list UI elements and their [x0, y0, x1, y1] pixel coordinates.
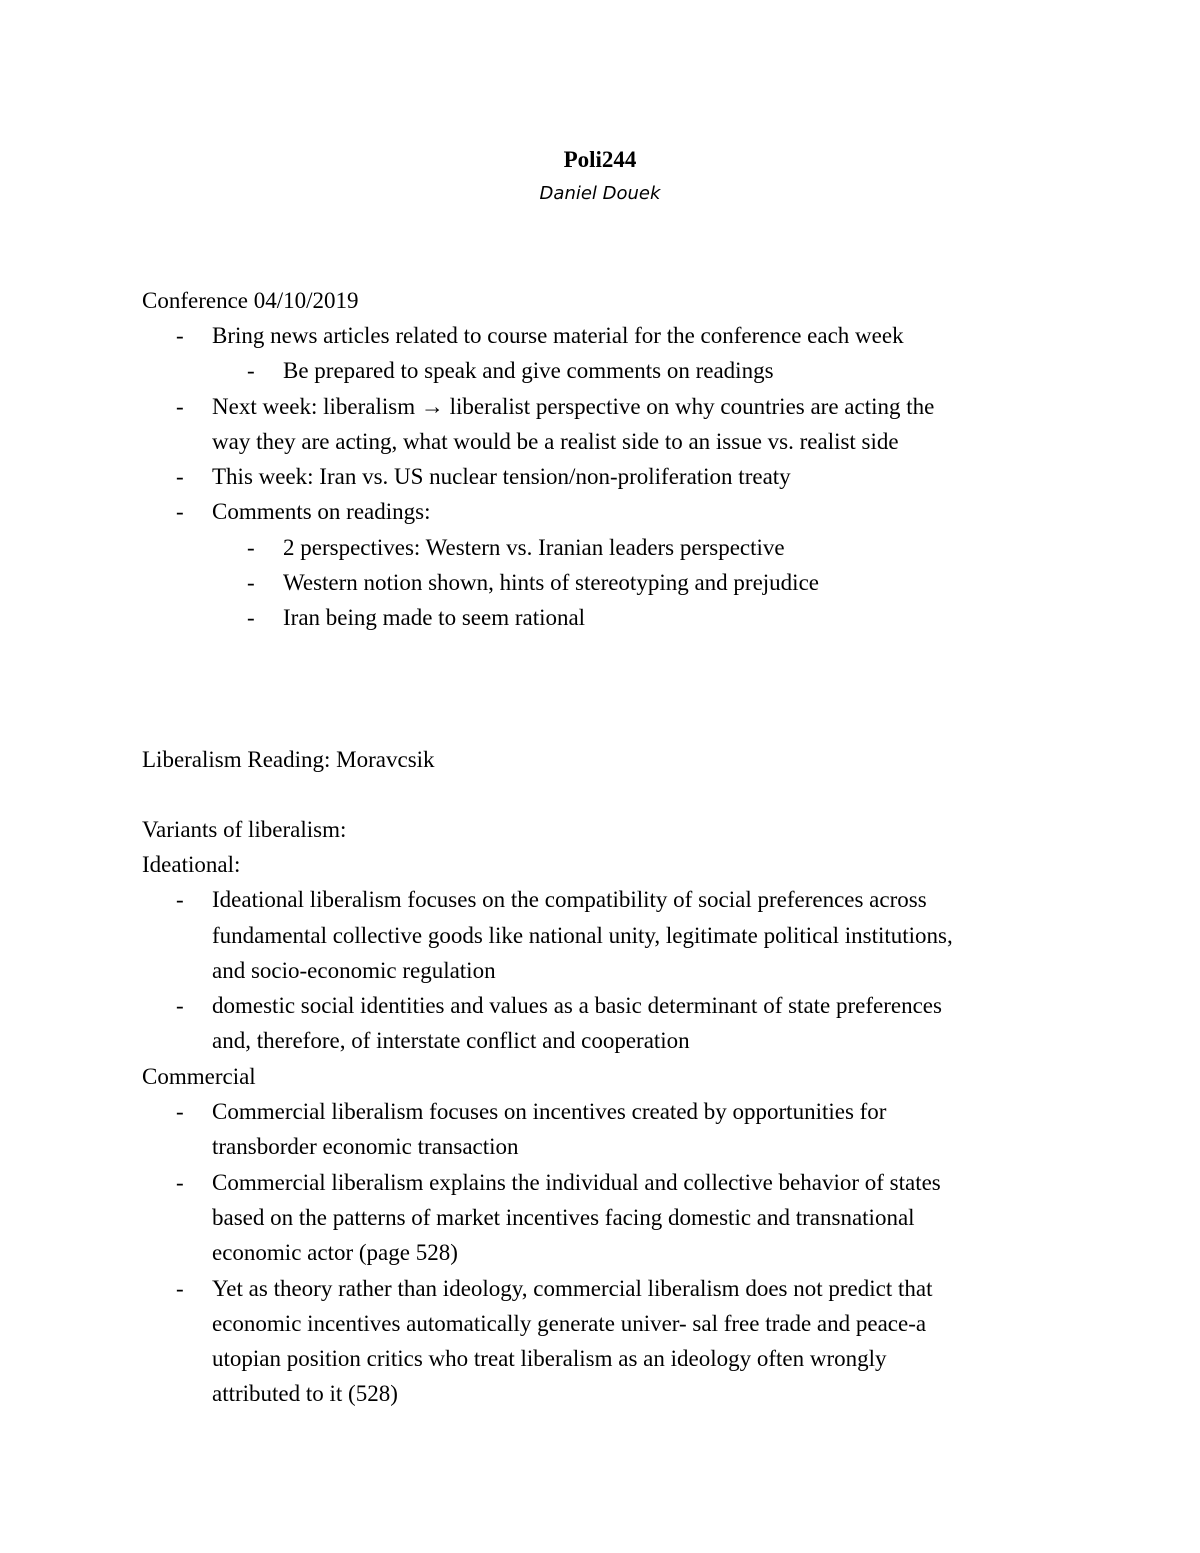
conference-bullet-1-sub-1: Be prepared to speak and give comments on readings — [283, 358, 774, 383]
conference-bullet-4: Comments on readings: — [212, 499, 431, 524]
bullet-dash: - — [176, 1099, 184, 1124]
bullet-dash: - — [247, 535, 255, 560]
conference-bullet-4-sub-2: Western notion shown, hints of stereotyping and prejudice — [283, 570, 819, 595]
ideational-bullet-2-line-2: and, therefore, of interstate conflict and cooperation — [212, 1028, 690, 1053]
bullet-dash: - — [247, 358, 255, 383]
commercial-bullet-3-line-2: economic incentives automatically generate univer- sal free trade and peace-a — [212, 1311, 927, 1336]
conference-heading: Conference 04/10/2019 — [142, 288, 359, 313]
liberalism-heading: Liberalism Reading: Moravcsik — [142, 747, 435, 772]
ideational-bullet-1-line-1: Ideational liberalism focuses on the compatibility of social preferences across — [212, 887, 927, 912]
commercial-bullet-3-line-4: attributed to it (528) — [212, 1381, 398, 1406]
conference-bullet-2-line-2: way they are acting, what would be a realist side to an issue vs. realist side — [212, 429, 899, 454]
bullet-dash: - — [176, 1170, 184, 1195]
bullet-dash: - — [176, 887, 184, 912]
document-author: Daniel Douek — [539, 183, 661, 204]
bullet-dash: - — [176, 464, 184, 489]
ideational-bullet-2-line-1: domestic social identities and values as a basic determinant of state preferences — [212, 993, 942, 1018]
commercial-bullet-1-line-2: transborder economic transaction — [212, 1134, 519, 1159]
commercial-bullet-2-line-3: economic actor (page 528) — [212, 1240, 458, 1265]
conference-bullet-1: Bring news articles related to course material for the conference each week — [212, 323, 904, 348]
conference-bullet-3: This week: Iran vs. US nuclear tension/non-proliferation treaty — [212, 464, 791, 489]
bullet-dash: - — [176, 993, 184, 1018]
ideational-bullet-1-line-3: and socio-economic regulation — [212, 958, 496, 983]
conference-bullet-4-sub-3: Iran being made to seem rational — [283, 605, 586, 630]
document-title: Poli244 — [563, 147, 637, 172]
bullet-dash: - — [176, 1276, 184, 1301]
bullet-dash: - — [176, 323, 184, 348]
variants-heading: Variants of liberalism: — [142, 817, 347, 842]
commercial-bullet-3-line-3: utopian position critics who treat liberalism as an ideology often wrongly — [212, 1346, 887, 1371]
commercial-bullet-2-line-1: Commercial liberalism explains the individual and collective behavior of states — [212, 1170, 941, 1195]
commercial-bullet-1-line-1: Commercial liberalism focuses on incentives created by opportunities for — [212, 1099, 887, 1124]
commercial-bullet-3-line-1: Yet as theory rather than ideology, commercial liberalism does not predict that — [212, 1276, 933, 1301]
bullet-dash: - — [176, 499, 184, 524]
bullet-dash: - — [247, 605, 255, 630]
ideational-heading: Ideational: — [142, 852, 241, 877]
bullet-dash: - — [247, 570, 255, 595]
bullet-dash: - — [176, 394, 184, 419]
conference-bullet-4-sub-1: 2 perspectives: Western vs. Iranian leaders perspective — [283, 535, 785, 560]
ideational-bullet-1-line-2: fundamental collective goods like national unity, legitimate political institutions, — [212, 923, 953, 948]
commercial-bullet-2-line-2: based on the patterns of market incentives facing domestic and transnational — [212, 1205, 915, 1230]
commercial-heading: Commercial — [142, 1064, 256, 1089]
conference-bullet-2-line-1: Next week: liberalism → liberalist perspective on why countries are acting the — [212, 394, 935, 419]
